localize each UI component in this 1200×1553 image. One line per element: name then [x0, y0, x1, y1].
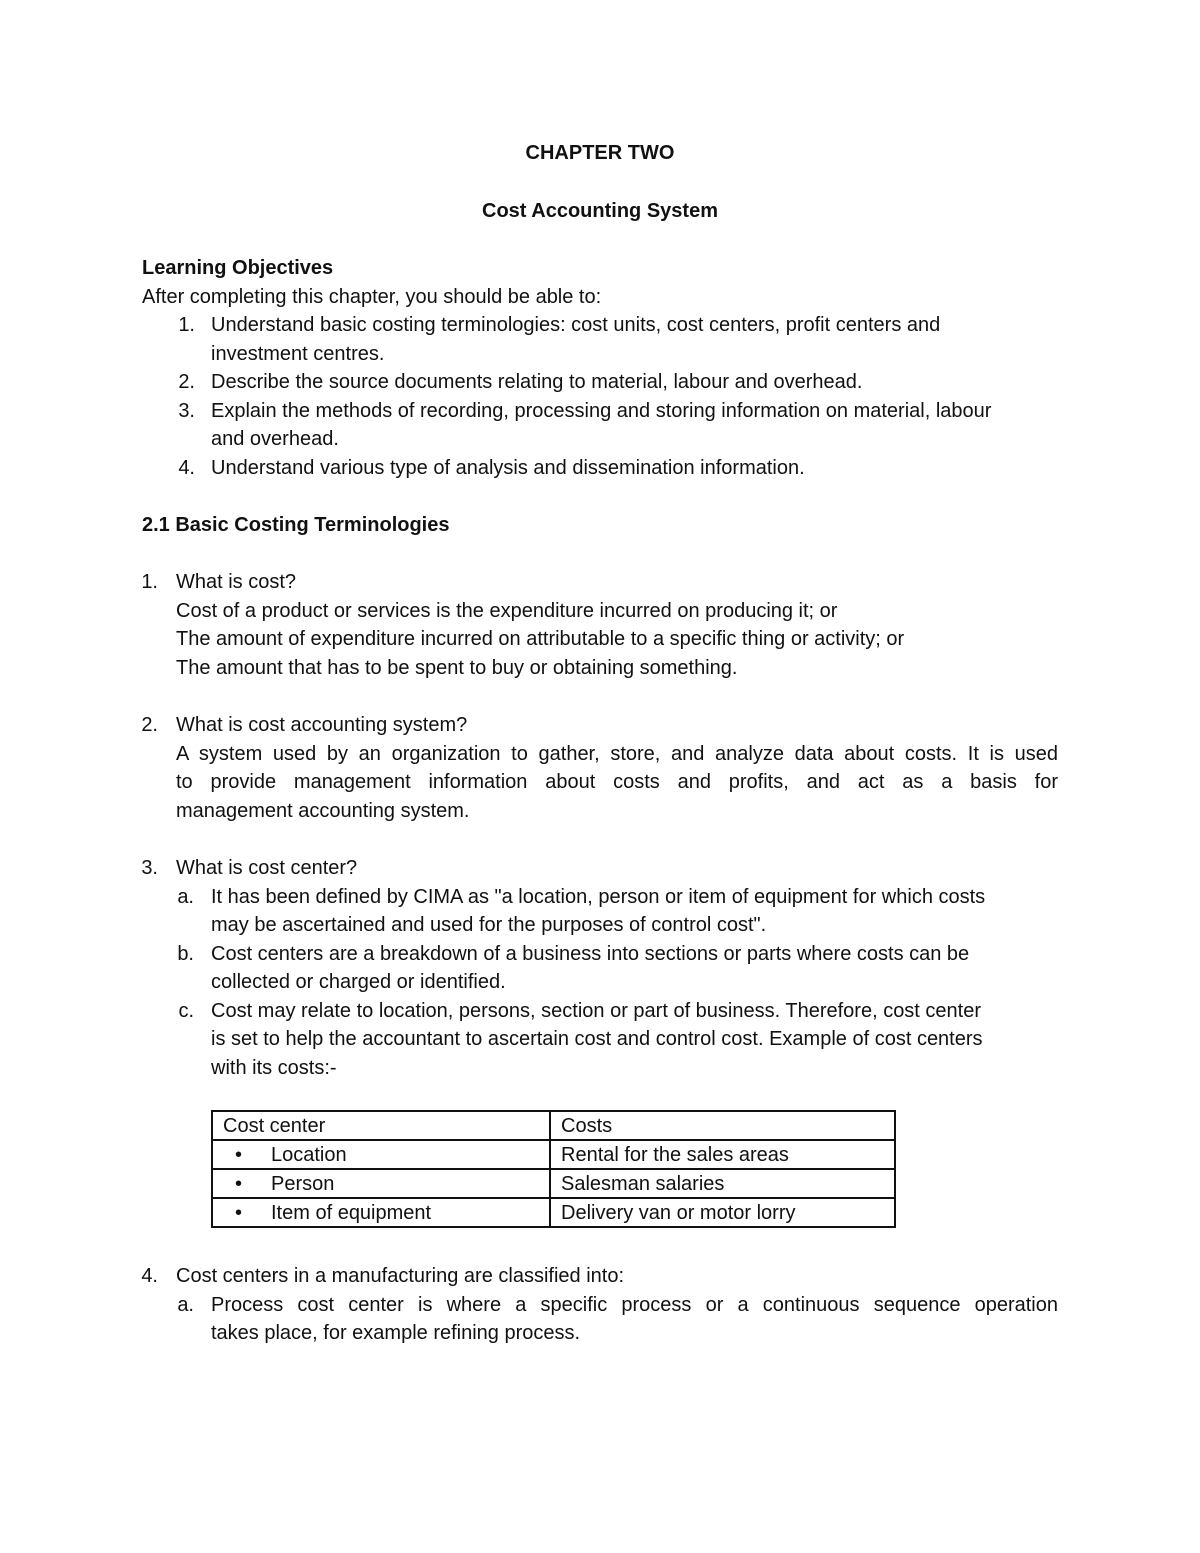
- sub-item-text: is set to help the accountant to ascertain cost and control cost. Example of cost centers: [211, 1028, 983, 1050]
- table-header-row: [212, 1111, 895, 1140]
- cost-center-table: [211, 1110, 896, 1228]
- section-heading: 2.1 Basic Costing Terminologies: [142, 514, 450, 536]
- objective-text: Describe the source documents relating to material, labour and overhead.: [211, 371, 863, 393]
- sub-item-text: may be ascertained and used for the purposes of control cost".: [211, 914, 767, 936]
- answer-line: The amount that has to be spent to buy or obtaining something.: [176, 657, 738, 679]
- sub-item-text: with its costs:-: [211, 1057, 337, 1079]
- objective-number: 3.: [178, 400, 195, 422]
- question-text: Cost centers in a manufacturing are classified into:: [176, 1265, 624, 1287]
- sub-item-text: It has been defined by CIMA as "a location, person or item of equipment for which costs: [211, 886, 986, 908]
- question-text: What is cost center?: [176, 857, 358, 879]
- question-number: 3.: [141, 857, 158, 879]
- chapter-title: Cost Accounting System: [482, 200, 718, 222]
- table-cell: Delivery van or motor lorry: [550, 1198, 895, 1227]
- objective-text: Understand various type of analysis and dissemination information.: [211, 457, 805, 479]
- sub-item-letter: a.: [177, 886, 194, 908]
- bullet: •: [235, 1172, 243, 1195]
- table-header-cell: Cost center: [212, 1111, 550, 1140]
- table-cell: Rental for the sales areas: [550, 1140, 895, 1169]
- table-cell: [212, 1198, 550, 1227]
- sub-item-text: collected or charged or identified.: [211, 971, 506, 993]
- table-cell: [212, 1140, 550, 1169]
- sub-item-text: Cost centers are a breakdown of a business into sections or parts where costs can be: [211, 943, 970, 965]
- question-number: 2.: [141, 714, 158, 736]
- sub-item-text: Process cost center is where a specific process or a continuous sequence operation: [211, 1294, 1058, 1316]
- table-row: [212, 1169, 895, 1198]
- question-text: What is cost?: [176, 571, 297, 593]
- objectives-heading: Learning Objectives: [142, 257, 334, 279]
- cost-center-name: Location: [271, 1143, 347, 1166]
- cost-center-name: Item of equipment: [271, 1201, 432, 1224]
- answer-line: to provide management information about costs and profits, and act as a basis for: [176, 771, 1058, 793]
- table-row: [212, 1198, 895, 1227]
- sub-item-letter: c.: [178, 1000, 194, 1022]
- bullet: •: [235, 1143, 243, 1166]
- question-text: What is cost accounting system?: [176, 714, 468, 736]
- objective-number: 1.: [178, 314, 195, 336]
- objective-text: Explain the methods of recording, processing and storing information on material, labour: [211, 400, 992, 422]
- question-number: 4.: [141, 1265, 158, 1287]
- question-number: 1.: [141, 571, 158, 593]
- bullet: •: [235, 1201, 243, 1224]
- chapter-heading: CHAPTER TWO: [525, 142, 675, 164]
- objective-text: and overhead.: [211, 428, 339, 450]
- sub-item-text: takes place, for example refining process.: [211, 1322, 581, 1344]
- table-row: [212, 1140, 895, 1169]
- objective-number: 4.: [178, 457, 195, 479]
- sub-item-letter: b.: [177, 943, 194, 965]
- objective-number: 2.: [178, 371, 195, 393]
- objectives-intro: After completing this chapter, you should be able to:: [142, 286, 602, 308]
- cost-center-name: Person: [271, 1172, 335, 1195]
- answer-line: The amount of expenditure incurred on attributable to a specific thing or activity; or: [176, 628, 905, 650]
- sub-item-text: Cost may relate to location, persons, section or part of business. Therefore, cost center: [211, 1000, 982, 1022]
- table-cell: Salesman salaries: [550, 1169, 895, 1198]
- objective-text: Understand basic costing terminologies: cost units, cost centers, profit centers and: [211, 314, 941, 336]
- answer-line: management accounting system.: [176, 800, 470, 822]
- answer-line: Cost of a product or services is the expenditure incurred on producing it; or: [176, 600, 838, 622]
- answer-line: A system used by an organization to gather, store, and analyze data about costs. It is used: [176, 743, 1058, 765]
- objective-text: investment centres.: [211, 343, 385, 365]
- sub-item-letter: a.: [177, 1294, 194, 1316]
- table-header-cell: Costs: [550, 1111, 895, 1140]
- table-cell: [212, 1169, 550, 1198]
